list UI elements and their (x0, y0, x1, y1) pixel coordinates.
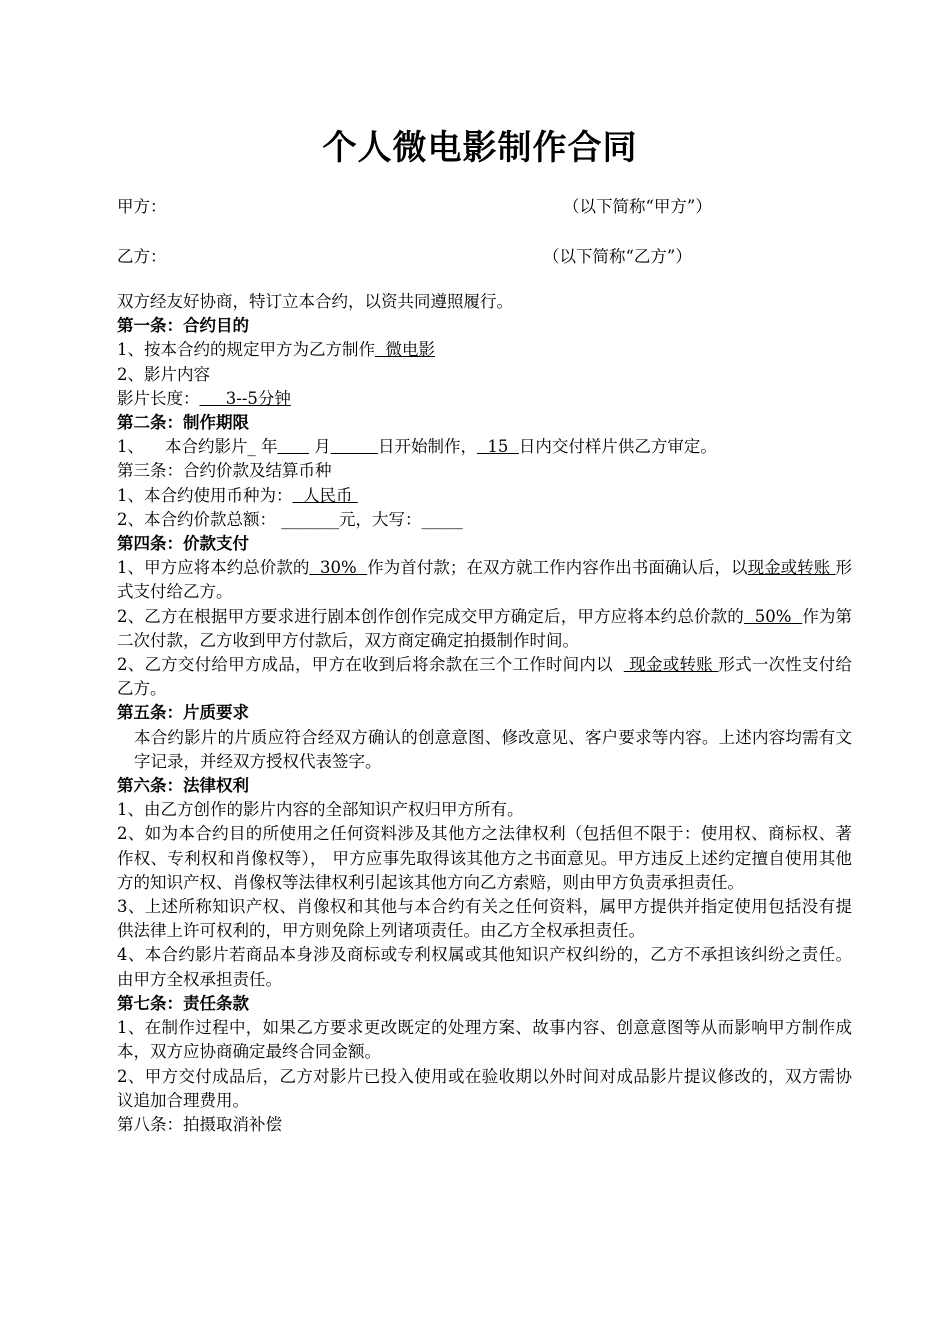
article-7-paragraph-1: 1、在制作过程中，如果乙方要求更改既定的处理方案、故事内容、创意意图等从而影响甲方制作成本，双方应协商确定最终合同金额。 (117, 1018, 852, 1062)
article-4-p2-text-2: 作为第二次付款，乙方收到甲方付款后，双方商定确定拍摄制作时间。 (117, 606, 853, 650)
article-4-p1-text-1: 1、甲方应将本约总价款的 (117, 558, 310, 578)
party-b-label: 乙方： (117, 247, 167, 266)
article-2-month-label: 月 (308, 437, 331, 457)
party-a-line (117, 193, 712, 217)
article-1-heading: 第一条：合约目的 (117, 316, 249, 336)
total-price-words-blank: _____ (421, 509, 463, 529)
party-a-note: （以下简称“甲方”） (563, 197, 712, 216)
article-4-p1-text-2: 作为首付款；在双方就工作内容作出书面确认后，以 (367, 558, 748, 578)
film-length-label: 影片长度： (117, 388, 200, 408)
second-payment-percent: 50% (743, 606, 803, 626)
article-5-heading: 第五条：片质要求 (117, 703, 249, 723)
total-price-label: 2、本合约价款总额： (117, 509, 276, 529)
total-price-words-label: 元，大写： (339, 509, 422, 529)
article-2-year-label: _ 年 (247, 437, 278, 457)
article-3-heading: 第三条：合约价款及结算币种 (117, 461, 332, 481)
article-2-text-3: 日内交付样片供乙方审定。 (518, 437, 717, 457)
article-6-paragraph-3: 3、上述所称知识产权、肖像权和其他与本合约有关之任何资料，属甲方提供并指定使用包括没有提供法律上许可权利的，甲方则免除上列诸项责任。由乙方全权承担责任。 (117, 897, 852, 941)
final-payment-method: 现金或转账 (623, 655, 719, 675)
article-1-line-3 (117, 387, 852, 411)
start-year-blank (277, 437, 308, 456)
article-4-p3-text-1: 2、乙方交付给甲方成品，甲方在收到后将余款在三个工作时间内以 (117, 655, 624, 675)
party-b-note: （以下简称“乙方”） (543, 247, 692, 266)
article-4-p3-text-2: 形式一次性支付给乙方。 (117, 655, 852, 699)
article-4-heading: 第四条：价款支付 (117, 534, 249, 554)
article-6-paragraph-1: 1、由乙方创作的影片内容的全部知识产权归甲方所有。 (117, 800, 524, 820)
article-1-line-2: 2、影片内容 (117, 364, 210, 384)
article-1-line-1-text: 1、按本合约的规定甲方为乙方制作 (117, 340, 375, 360)
article-3-line-1 (117, 484, 852, 508)
article-7-paragraph-2: 2、甲方交付成品后，乙方对影片已投入使用或在验收期以外时间对成品影片提议修改的，双方需协议追加合理费用。 (117, 1066, 852, 1110)
article-4-p2-text-1: 2、乙方在根据甲方要求进行剧本创作创作完成交甲方确定后，甲方应将本约总价款的 (117, 606, 744, 626)
article-5-paragraph-1: 本合约影片的片质应符合经双方确认的创意意图、修改意见、客户要求等内容。上述内容均需有文字记录，并经双方授权代表签字。 (134, 727, 852, 771)
currency-label: 1、本合约使用币种为： (117, 485, 293, 505)
article-1-line-1 (117, 338, 852, 362)
production-item-value: 微电影 (375, 340, 435, 360)
article-6-paragraph-4: 4、本合约影片若商品本身涉及商标或专利权属或其他知识产权纠纷的，乙方不承担该纠纷之责任。由甲方全权承担责任。 (117, 945, 852, 989)
article-2-text-2: 日开始制作， (377, 437, 477, 457)
delivery-days-value: 15 (476, 437, 519, 457)
article-6-heading: 第六条：法律权利 (117, 776, 249, 796)
intro-paragraph: 双方经友好协商，特订立本合约，以资共同遵照履行。 (117, 292, 513, 311)
film-length-value: 3--5分钟 (199, 388, 291, 408)
article-2-heading: 第二条：制作期限 (117, 413, 249, 433)
article-2-text-1: 1、 本合约影片 (117, 437, 248, 457)
start-day-blank (331, 437, 378, 456)
total-price-blank: _______ (276, 509, 339, 529)
article-2-line-1 (117, 435, 852, 459)
article-8-heading: 第八条：拍摄取消补偿 (117, 1114, 282, 1134)
first-payment-percent: 30% (309, 558, 368, 578)
party-a-label: 甲方： (117, 197, 167, 216)
article-3-line-2 (117, 508, 852, 532)
article-4-paragraph-1 (117, 556, 852, 604)
article-6-paragraph-2: 2、如为本合约目的所使用之任何资料涉及其他方之法律权利（包括但不限于：使用权、商标权、著作权、专利权和肖像权等）， 甲方应事先取得该其他方之书面意见。甲方违反上述约定擅自使用其他方的知识产权、肖像权等法律权利引起该其他方向乙方索赔，则由甲方负责承担责任。 (117, 824, 852, 892)
first-payment-method: 现金或转账 (747, 558, 836, 578)
contract-title: 个人微电影制作合同 (322, 128, 638, 168)
currency-value: 人民币 (292, 485, 358, 505)
article-4-p1-text-3: 形式支付给乙方。 (117, 558, 853, 602)
article-4-paragraph-3 (117, 653, 852, 701)
contract-body (117, 290, 852, 1137)
article-4-paragraph-2 (117, 605, 852, 653)
article-7-heading: 第七条：责任条款 (117, 993, 249, 1013)
party-b-line (117, 243, 692, 267)
